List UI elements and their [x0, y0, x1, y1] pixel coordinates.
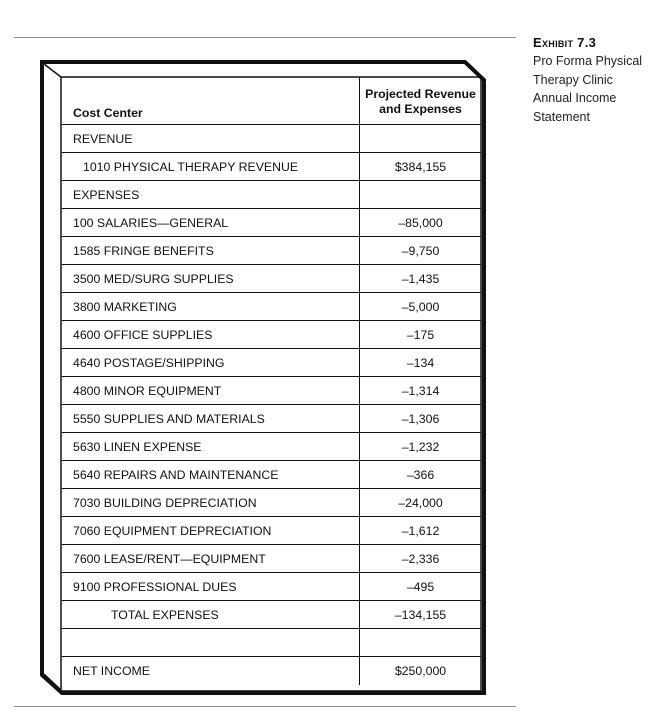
income-statement-table [62, 77, 481, 685]
table-row [62, 573, 481, 601]
cost-center-cell: 100 SALARIES—GENERAL [62, 209, 360, 236]
amount-cell: –134,155 [394, 607, 447, 622]
table-row [62, 181, 481, 209]
table-row [62, 601, 481, 629]
table-row [62, 349, 481, 377]
cost-center-cell: EXPENSES [62, 181, 360, 208]
amount-cell: –495 [406, 579, 435, 594]
cost-center-cell: 5550 SUPPLIES AND MATERIALS [62, 405, 360, 432]
amount-cell: –24,000 [398, 495, 443, 510]
amount-cell [360, 125, 481, 152]
cost-center-cell: 9100 PROFESSIONAL DUES [62, 573, 360, 600]
col-header-projected [360, 77, 481, 124]
table-row [62, 237, 481, 265]
amount-cell: –5,000 [401, 299, 440, 314]
table-row [62, 433, 481, 461]
cost-center-cell: 4600 OFFICE SUPPLIES [62, 321, 360, 348]
cost-center-cell [62, 629, 360, 656]
table-row [62, 125, 481, 153]
cost-center-cell: REVENUE [62, 125, 360, 152]
exhibit-title-line: Therapy Clinic [533, 72, 613, 87]
cost-center-cell: 3800 MARKETING [62, 293, 360, 320]
table-row [62, 377, 481, 405]
cost-center-cell: 7030 BUILDING DEPRECIATION [62, 489, 360, 516]
amount-cell: –85,000 [398, 215, 443, 230]
amount-cell: $250,000 [394, 664, 447, 678]
cost-center-cell: NET INCOME [62, 657, 360, 685]
amount-cell: –134 [406, 355, 435, 370]
table-row [62, 517, 481, 545]
cost-center-cell: 5630 LINEN EXPENSE [62, 433, 360, 460]
amount-cell: –366 [406, 467, 435, 482]
table-row [62, 153, 481, 181]
amount-cell: –1,232 [401, 439, 440, 454]
cost-center-cell: 7060 EQUIPMENT DEPRECIATION [62, 517, 360, 544]
col-header-cost-center: Cost Center [62, 77, 360, 124]
cost-center-cell: 1010 PHYSICAL THERAPY REVENUE [62, 153, 360, 180]
table-row [62, 461, 481, 489]
exhibit-label: Exhibit 7.3 [533, 35, 597, 50]
amount-cell: –1,435 [401, 271, 440, 286]
col-header-line: and Expenses [379, 101, 462, 116]
cost-center-cell: 4800 MINOR EQUIPMENT [62, 377, 360, 404]
table-row [62, 293, 481, 321]
table-row [62, 209, 481, 237]
cost-center-cell: TOTAL EXPENSES [62, 601, 360, 628]
cost-center-cell: 4640 POSTAGE/SHIPPING [62, 349, 360, 376]
table-row [62, 321, 481, 349]
cost-center-cell: 3500 MED/SURG SUPPLIES [62, 265, 360, 292]
amount-cell [360, 629, 481, 656]
table-header-row [62, 77, 481, 125]
col-header-line: Projected Revenue [365, 86, 476, 101]
cost-center-cell: 7600 LEASE/RENT—EQUIPMENT [62, 545, 360, 572]
amount-cell: –1,314 [401, 383, 440, 398]
exhibit-title-line: Pro Forma Physical [533, 54, 643, 68]
amount-cell: $384,155 [394, 159, 447, 174]
amount-cell: –2,336 [401, 551, 440, 566]
amount-cell: –175 [406, 327, 435, 342]
table-row [62, 629, 481, 657]
amount-cell: –9,750 [401, 243, 440, 258]
cost-center-cell: 5640 REPAIRS AND MAINTENANCE [62, 461, 360, 488]
amount-cell: –1,306 [401, 411, 440, 426]
table-row [62, 657, 481, 685]
exhibit-title-line: Statement [533, 109, 590, 124]
exhibit-title-line: Annual Income [533, 91, 617, 105]
cost-center-cell: 1585 FRINGE BENEFITS [62, 237, 360, 264]
table-row [62, 265, 481, 293]
amount-cell: –1,612 [401, 523, 440, 538]
table-row [62, 545, 481, 573]
table-row [62, 489, 481, 517]
amount-cell [360, 181, 481, 208]
table-row [62, 405, 481, 433]
